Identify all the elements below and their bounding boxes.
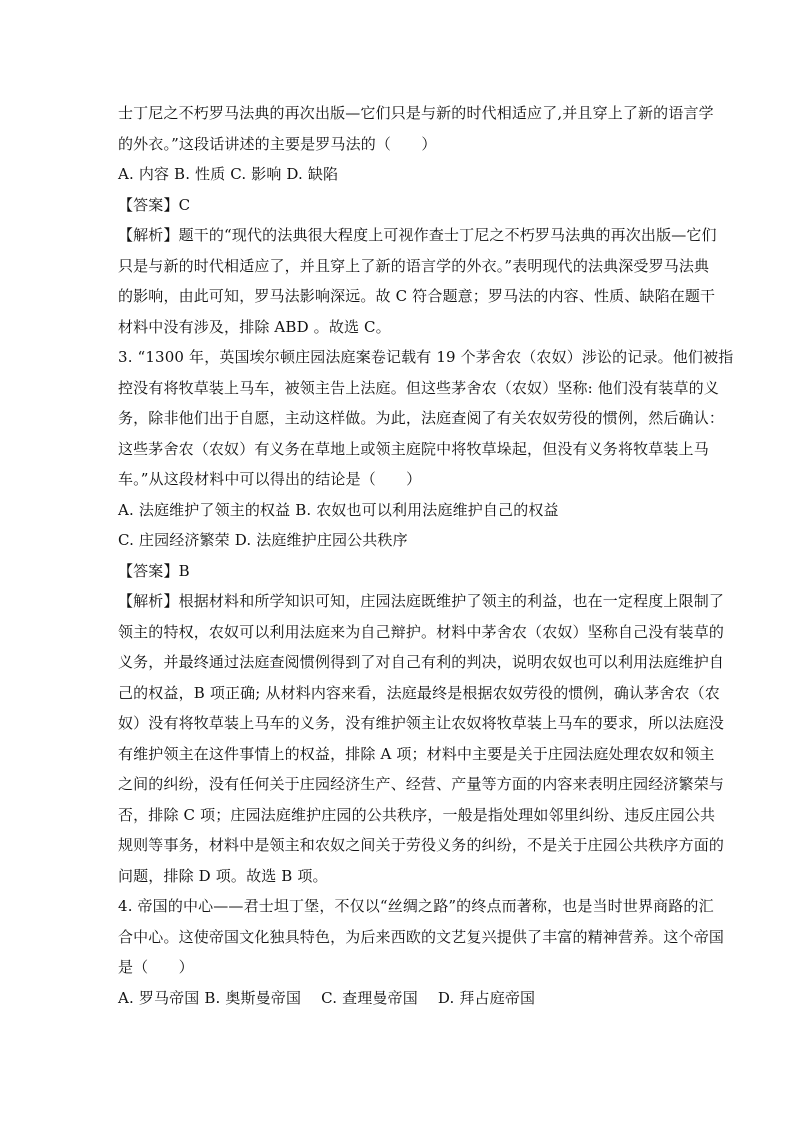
text-line-2: 的外衣。”这段话讲述的主要是罗马法的（ ）	[118, 134, 437, 153]
question-2-analysis-line-2: 只是与新的时代相适应了，并且穿上了新的语言学的外衣。”表明现代的法典深受罗马法典	[118, 256, 710, 275]
question-3-stem-line-1: 3. “1300 年，英国埃尔顿庄园法庭案卷记载有 19 个茅舍农（农奴）涉讼的记录。他们被指	[118, 348, 734, 366]
document-page	[118, 98, 734, 1013]
question-3-stem-line-3: 务，除非他们出于自愿，主动这样做。为此，法庭查阅了有关农奴劳役的惯例，然后确认：	[118, 409, 725, 427]
question-3-stem-line-4: 这些茅舍农（农奴）有义务在草地上或领主庭院中将牧草垛起，但没有义务将牧草装上马	[118, 439, 709, 458]
question-3-analysis-line-7: 之间的纠纷，没有任何关于庄园经济生产、经营、产量等方面的内容来表明庄园经济繁荣与	[118, 775, 725, 793]
question-4-stem-line-3: 是（ ）	[118, 958, 194, 976]
question-2-analysis-line-3: 的影响，由此可知，罗马法影响深远。故 C 符合题意；罗马法的内容、性质、缺陷在题干	[118, 287, 716, 305]
question-3-options-cd: C. 庄园经济繁荣 D. 法庭维护庄园公共秩序	[118, 531, 408, 549]
question-3-answer: 【答案】B	[118, 561, 190, 580]
question-3-stem-line-2: 控没有将牧草装上马车，被领主告上法庭。但这些茅舍农（农奴）坚称: 他们没有装草的义	[118, 378, 719, 397]
question-3-analysis-line-3: 义务，并最终通过法庭查阅惯例得到了对自己有利的判决，说明农奴也可以利用法庭维护自	[118, 653, 725, 671]
question-3-analysis-line-10: 问题，排除 D 项。故选 B 项。	[118, 866, 328, 885]
question-2-options: A. 内容 B. 性质 C. 影响 D. 缺陷	[118, 165, 339, 183]
question-3-analysis-line-8: 否，排除 C 项；庄园法庭维护庄园的公共秩序，一般是指处理如邻里纠纷、违反庄园公共	[118, 805, 716, 824]
question-3-analysis-line-1: 【解析】根据材料和所学知识可知，庄园法庭既维护了领主的利益，也在一定程度上限制了	[118, 592, 725, 610]
question-3-options-ab: A. 法庭维护了领主的权益 B. 农奴也可以利用法庭维护自己的权益	[118, 500, 559, 519]
question-3-analysis-line-9: 规则等事务，材料中是领主和农奴之间关于劳役义务的纠纷，不是关于庄园公共秩序方面的	[118, 836, 725, 854]
question-2-answer: 【答案】C	[118, 195, 191, 214]
question-3-analysis-line-6: 有维护领主在这件事情上的权益，排除 A 项；材料中主要是关于庄园法庭处理农奴和领主	[118, 744, 715, 763]
question-4-stem-line-2: 合中心。这使帝国文化独具特色，为后来西欧的文艺复兴提供了丰富的精神营养。这个帝国	[118, 927, 725, 946]
question-3-analysis-line-5: 奴）没有将牧草装上马车的义务，没有维护领主让农奴将牧草装上马车的要求，所以法庭没	[118, 714, 725, 732]
text-line-1: 士丁尼之不朽罗马法典的再次出版—它们只是与新的时代相适应了,并且穿上了新的语言学	[118, 104, 714, 122]
question-3-stem-line-5: 车。”从这段材料中可以得出的结论是（ ）	[118, 470, 422, 488]
question-2-analysis-line-1: 【解析】题干的“现代的法典很大程度上可视作查士丁尼之不朽罗马法典的再次出版—它们	[118, 226, 717, 244]
question-2-analysis-line-4: 材料中没有涉及，排除 ABD 。故选 C。	[118, 317, 391, 336]
question-3-analysis-line-4: 己的权益，B 项正确; 从材料内容来看，法庭最终是根据农奴劳役的惯例，确认茅舍农（农	[118, 683, 720, 702]
question-4-stem-line-1: 4. 帝国的中心——君士坦丁堡，不仅以“丝绸之路”的终点而著称，也是当时世界商路的汇	[118, 897, 714, 915]
question-3-analysis-line-2: 领主的特权，农奴可以利用法庭来为自己辩护。材料中茅舍农（农奴）坚称自己没有装草的	[118, 622, 725, 641]
question-4-options: A. 罗马帝国 B. 奥斯曼帝国 C. 查理曼帝国 D. 拜占庭帝国	[118, 988, 536, 1007]
